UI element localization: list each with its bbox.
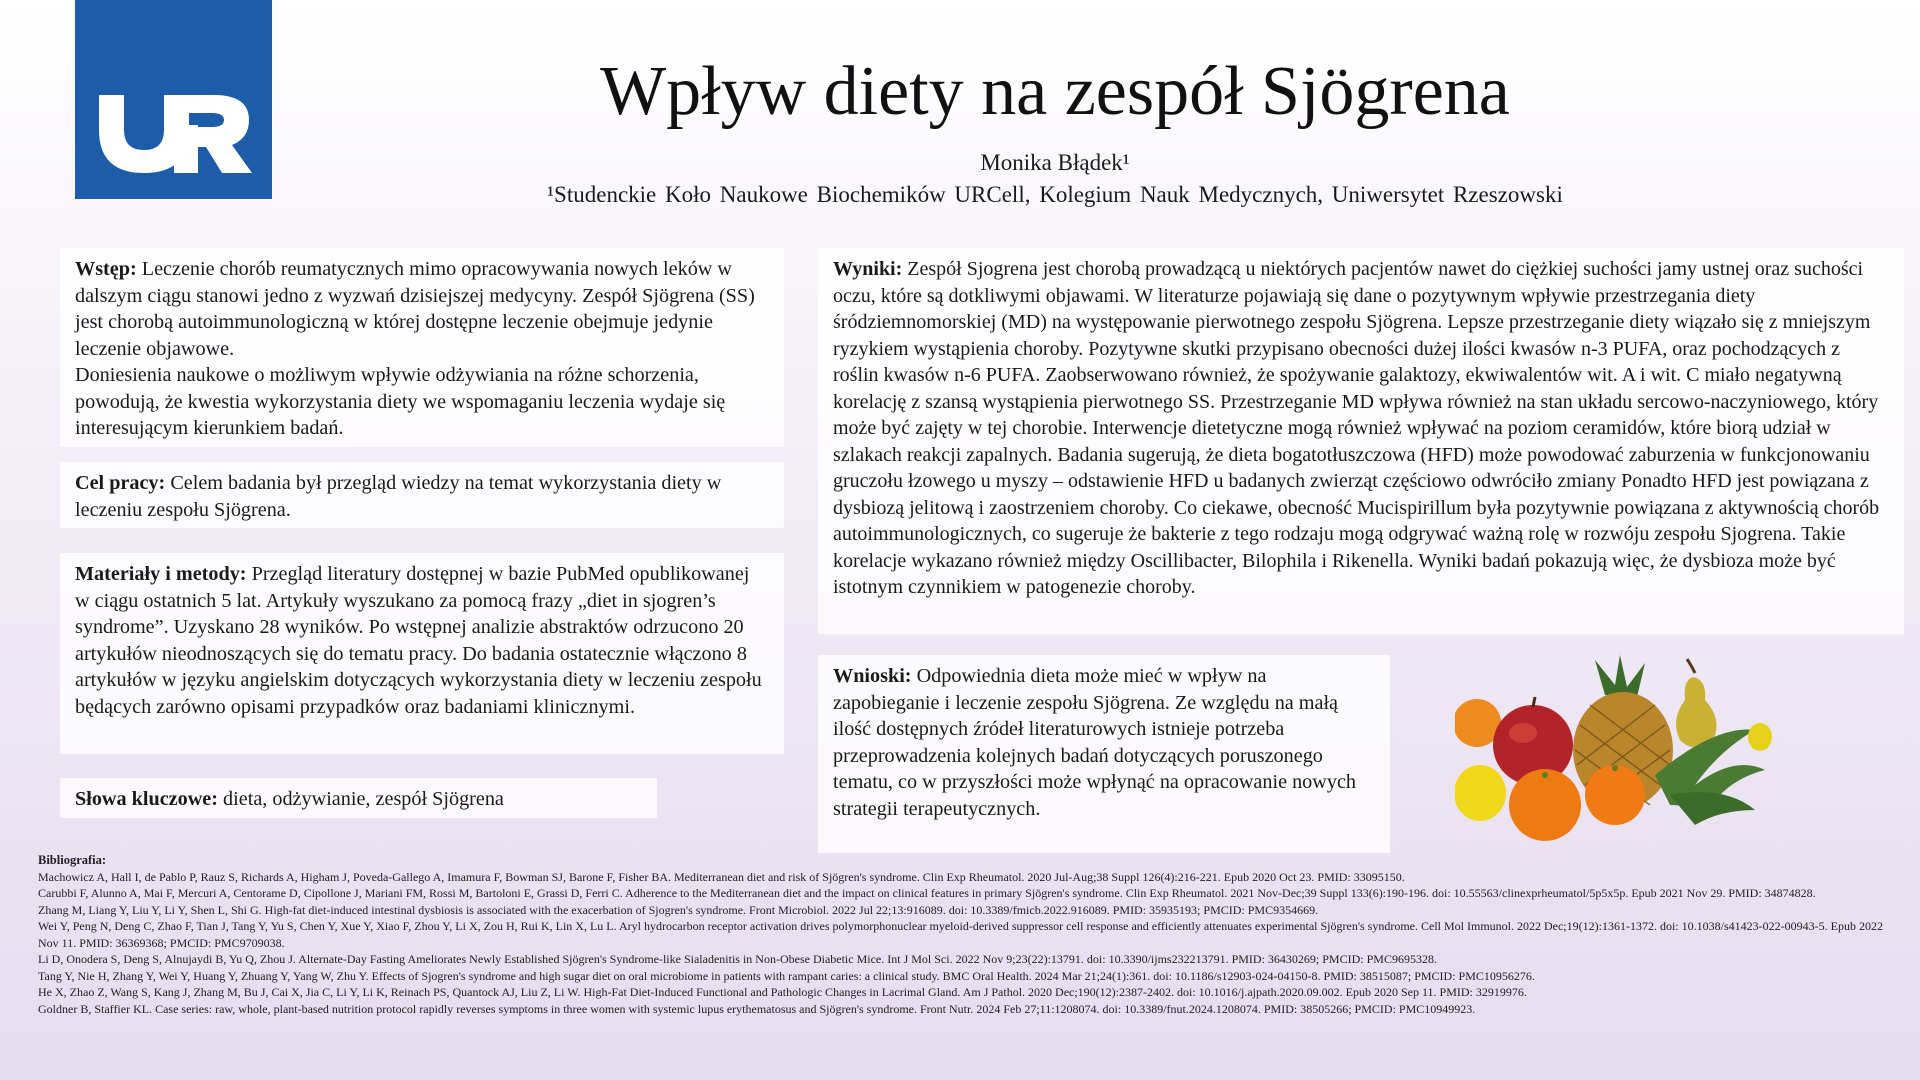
- section-results: [818, 248, 1904, 634]
- author: Monika Błądek¹: [980, 150, 1130, 175]
- ur-logo-icon: [94, 65, 254, 175]
- section-conclusions: [818, 655, 1390, 853]
- aim-heading: Cel pracy:: [75, 472, 166, 494]
- affiliation: ¹Studenckie Koło Naukowe Biochemików URCell, Kolegium Nauk Medycznych, Uniwersytet Rzeszowski: [547, 182, 1563, 207]
- bibliography-ref: Zhang M, Liang Y, Liu Y, Li Y, Shen L, Shi G. High-fat diet-induced intestinal dysbiosis is associated with the exacerbation of Sjogren's syndrome. Front Microbiol. 2022 Jul 22;13:916089. doi: 10.3389/fmicb.2022.916089. PMID: 35935193; PMCID: PMC9354669.: [38, 902, 1319, 917]
- conclusions-heading: Wnioski:: [833, 665, 912, 687]
- bibliography-ref: Wei Y, Peng N, Deng C, Zhao F, Tian J, Tang Y, Yu S, Chen Y, Xue Y, Xiao F, Zhou Y, Li X, Zou H, Rui K, Lin X, Lu L. Aryl hydrocarbon receptor activation drives polymorphonuclear myeloid-derived suppressor cell response and efficiently attenuates experimental Sjögren's syndrome. Cell Mol Immunol. 2022 Dec;19(12):1361-1372. doi: 10.1038/s41423-022-00943-5. Epub 2022 Nov 11. PMID: 36369368; PMCID: PMC9709038.: [38, 919, 1883, 950]
- bibliography-ref: He X, Zhao Z, Wang S, Kang J, Zhang M, Bu J, Cai X, Jia C, Li Y, Li K, Reinach PS, Quantock AJ, Liu Z, Li W. High-Fat Diet-Induced Functional and Pathologic Changes in Lacrimal Gland. Am J Pathol. 2020 Dec;190(12):2387-2402. doi: 10.1016/j.ajpath.2020.09.002. Epub 2020 Sep 11. PMID: 32919976.: [38, 985, 1527, 999]
- keywords-heading: Słowa kluczowe:: [75, 788, 218, 810]
- bibliography-ref: Tang Y, Nie H, Zhang Y, Wei Y, Huang Y, Zhuang Y, Yang W, Zhu Y. Effects of Sjogren's syndrome and high sugar diet on oral microbiome in patients with rampant caries: a clinical study. BMC Oral Health. 2024 Mar 21;24(1):361. doi: 10.1186/s12903-024-04150-8. PMID: 38515087; PMCID: PMC10956276.: [38, 968, 1535, 983]
- intro-paragraph: [75, 256, 769, 362]
- methods-heading: Materiały i metody:: [75, 563, 247, 585]
- poster-title: Wpływ diety na zespół Sjögrena: [600, 53, 1510, 130]
- keywords-text: dieta, odżywianie, zespół Sjögrena: [218, 788, 504, 810]
- bibliography-ref: Li D, Onodera S, Deng S, Alnujaydi B, Yu Q, Zhou J. Alternate-Day Fasting Ameliorates Newly Established Sjögren's Syndrome-like Sialadenitis in Non-Obese Diabetic Mice. Int J Mol Sci. 2022 Nov 9;23(22):13791. doi: 10.3390/ijms232213791. PMID: 36430269; PMCID: PMC9695328.: [38, 952, 1437, 966]
- bibliography: [38, 852, 1898, 1017]
- bibliography-ref: Machowicz A, Hall I, de Pablo P, Rauz S, Richards A, Higham J, Poveda-Gallego A, Imamura F, Bowman SJ, Barone F, Fisher BA. Mediterranean diet and risk of Sjögren's syndrome. Clin Exp Rheumatol. 2020 Jul-Aug;38 Suppl 126(4):216-221. Epub 2020 Oct 23. PMID: 33095150.: [38, 869, 1405, 884]
- section-keywords: [60, 778, 657, 818]
- aim-text: Celem badania był przegląd wiedzy na temat wykorzystania diety w leczeniu zespołu Sjögrena.: [75, 472, 722, 521]
- conclusions-text: Odpowiednia dieta może mieć w wpływ na zapobieganie i leczenie zespołu Sjögrena. Ze względu na małą ilość dostępnych źródeł literaturowych istnieje potrzeba przeprowadzenia kolejnych badań dotyczących poruszonego tematu, co w przyszłości może wpłynąć na opracowanie nowych strategii terapeutycznych.: [833, 665, 1357, 820]
- university-logo: [75, 0, 272, 199]
- bibliography-ref: Carubbi F, Alunno A, Mai F, Mercuri A, Centorame D, Cipollone J, Mariani FM, Rossi M, Bartoloni E, Grassi D, Ferri C. Adherence to the Mediterranean diet and the impact on clinical features in primary Sjögren's syndrome. Clin Exp Rheumatol. 2021 Nov-Dec;39 Suppl 133(6):190-196. doi: 10.55563/clinexprheumatol/5p5x5p. Epub 2021 Nov 29. PMID: 34874828.: [38, 886, 1816, 900]
- results-text: Zespół Sjogrena jest chorobą prowadzącą u niektórych pacjentów nawet do ciężkiej suchości jamy ustnej oraz suchości oczu, które są dotkliwymi objawami. W literaturze pojawiają się dane o pozytywnym wpływie przestrzegania diety śródziemnomorskiej (MD) na występowanie pierwotnego zespołu Sjögrena. Lepsze przestrzeganie diety wiązało się z mniejszym ryzykiem wystąpienia choroby. Pozytywne skutki przypisano obecności dużej ilości kwasów n-3 PUFA, oraz pochodzących z roślin kwasów n-6 PUFA. Zaobserwowano również, że spożywanie galaktozy, ekwiwalentów wit. A i wit. C miało negatywną korelację z szansą wystąpienia pierwotnego SS. Przestrzeganie MD wpływa również na stan układu sercowo-naczyniowego, który może być zajęty w tej chorobie. Interwencje dietetyczne mogą również wpływać na poziom ceramidów, które biorą udział w szlakach reakcji zapalnych. Badania sugerują, że dieta bogatotłuszczowa (HFD) może powodować zaburzenia w funkcjonowaniu gruczołu łzowego u myszy – odstawienie HFD u badanych zwierząt częściowo odwróciło zmiany Ponadto HFD jest powiązana z dysbiozą jelitową i zaostrzeniem choroby. Co ciekawe, obecność Mucispirillum była pozytywnie powiązana z aktywnością chorób autoimmunologicznych, co sugeruje że bakterie z tego rodzaju mogą odgrywać ważną rolę w rozwóju zespołu Sjogrena. Takie korelacje wykazano również między Oscillibacter, Bilophila i Rikenella. Wyniki badań pokazują więc, że dysbioza może być istotnym czynnikiem w patogenezie choroby.: [833, 258, 1880, 598]
- bibliography-ref: Goldner B, Staffier KL. Case series: raw, whole, plant-based nutrition protocol rapidly reverses symptoms in three women with systemic lupus erythematosus and Sjögren's syndrome. Front Nutr. 2024 Feb 27;11:1208074. doi: 10.3389/fnut.2024.1208074. PMID: 38505266; PMCID: PMC10949923.: [38, 1001, 1476, 1016]
- bibliography-heading: Bibliografia:: [38, 853, 107, 867]
- intro-heading: Wstęp:: [75, 258, 137, 280]
- intro-text: Leczenie chorób reumatycznych mimo opracowywania nowych leków w dalszym ciągu stanowi jedno z wyzwań dzisiejszej medycyny. Zespół Sjögrena (SS) jest chorobą autoimmunologiczną w której dostępne leczenie obejmuje jedynie leczenie objawowe.: [75, 258, 755, 360]
- section-introduction: [60, 248, 784, 447]
- methods-text: Przegląd literatury dostępnej w bazie PubMed opublikowanej w ciągu ostatnich 5 lat. Artykuły wyszukano za pomocą frazy „diet in sjogren’s syndrome”. Uzyskano 28 wyników. Po wstępnej analizie abstraktów odrzucono 20 artykułów nieodnoszących się do tematu pracy. Do badania ostatecznie włączono 8 artykułów w języku angielskim dotyczących wykorzystania diety w leczeniu zespołu będących zarówno opisami przypadków oraz badaniami klinicznymi.: [75, 563, 762, 718]
- results-heading: Wyniki:: [833, 258, 903, 280]
- section-aim: [60, 462, 784, 528]
- intro-text-2: Doniesienia naukowe o możliwym wpływie odżywiania na różne schorzenia, powodują, że kwestia wykorzystania diety we wspomaganiu leczenia wydaje się interesującym kierunkiem badań.: [75, 364, 726, 439]
- fruit-illustration: [1455, 655, 1775, 850]
- section-methods: [60, 553, 784, 754]
